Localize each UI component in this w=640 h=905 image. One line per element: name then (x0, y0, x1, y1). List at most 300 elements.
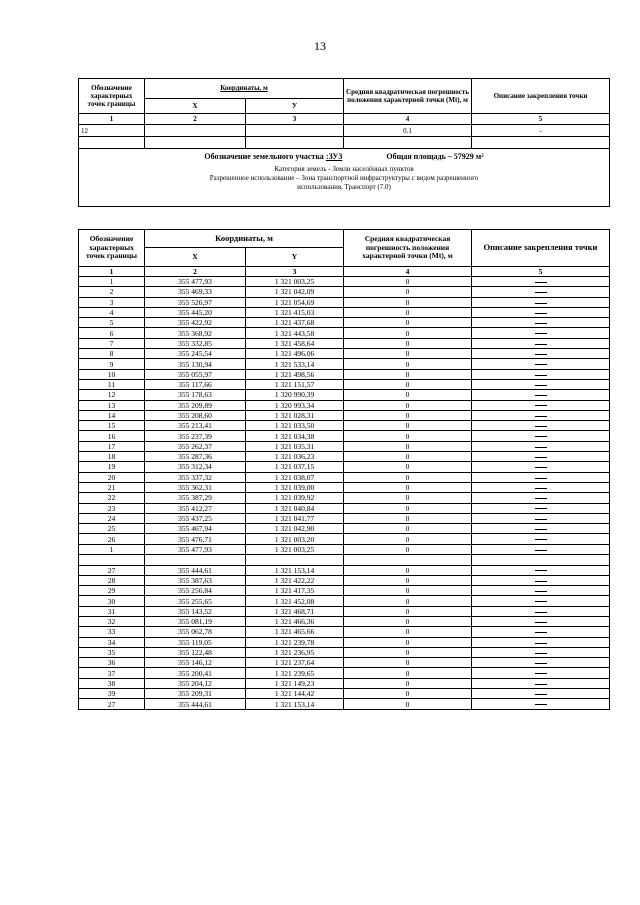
cell-y: 1 321 468,71 (246, 606, 344, 616)
cell-error: 0 (344, 544, 472, 554)
cell-y: 1 321 443,58 (246, 328, 344, 338)
table-row (79, 493, 610, 503)
cell-error: 0 (344, 400, 472, 410)
cell-y: 1 321 040,84 (246, 503, 344, 513)
cell-desc (472, 287, 610, 297)
cell-point: 24 (79, 513, 145, 523)
header-point: Обозначение характерных точек границы (79, 230, 145, 267)
cell-y: 1 321 153,14 (246, 565, 344, 575)
cell-error: 0 (344, 524, 472, 534)
cell-point: 16 (79, 431, 145, 441)
cell-desc (472, 617, 610, 627)
table-row (79, 668, 610, 678)
cell-desc (472, 513, 610, 523)
cell-point: 2 (79, 287, 145, 297)
col-number: 3 (246, 267, 344, 277)
cell-x: 355 143,52 (145, 606, 246, 616)
cell-point: 20 (79, 472, 145, 482)
cell-x: 355 062,78 (145, 627, 246, 637)
dash-mark (535, 673, 547, 674)
dash-mark (535, 426, 547, 427)
dash-mark (535, 364, 547, 365)
blank-cell (145, 555, 246, 566)
cell-point: 37 (79, 668, 145, 678)
cell-error: 0 (344, 421, 472, 431)
cell-x: 355 312,34 (145, 462, 246, 472)
header-error: Средняя квадратическая погрешность положения характерной точки (Mt), м (344, 79, 472, 114)
cell-x: 355 469,33 (145, 287, 246, 297)
col-number: 1 (79, 114, 145, 125)
cell-point: 3 (79, 297, 145, 307)
cell-error: 0 (344, 431, 472, 441)
col-number: 3 (246, 114, 344, 125)
cell-point: 35 (79, 647, 145, 657)
cell-error: 0 (344, 410, 472, 420)
cell-point: 21 (79, 482, 145, 492)
cell-desc (472, 637, 610, 647)
cell-desc (472, 359, 610, 369)
cell-error: 0 (344, 307, 472, 317)
dash-mark (535, 354, 547, 355)
cell-x: 355 204,12 (145, 678, 246, 688)
cell-y: 1 321 466,36 (246, 617, 344, 627)
blank-cell (145, 137, 246, 149)
blank-cell (472, 137, 610, 149)
cell-error: 0 (344, 503, 472, 513)
dash-mark (535, 694, 547, 695)
cell-y: 1 321 465,66 (246, 627, 344, 637)
cell-error: 0 (344, 617, 472, 627)
table-row (79, 617, 610, 627)
dash-mark (535, 498, 547, 499)
cell-error: 0 (344, 493, 472, 503)
cell-point: 33 (79, 627, 145, 637)
cell-error: 0 (344, 627, 472, 637)
dash-mark (535, 508, 547, 509)
dash-mark (535, 519, 547, 520)
header-x: Х (145, 99, 246, 114)
header-desc: Описание закрепления точки (472, 230, 610, 267)
cell-point: 15 (79, 421, 145, 431)
dash-mark (535, 529, 547, 530)
dash-mark (535, 344, 547, 345)
cell-desc (472, 678, 610, 688)
col-number: 5 (472, 267, 610, 277)
cell-point: 18 (79, 452, 145, 462)
cell-y: 1 321 042,09 (246, 287, 344, 297)
table-row (79, 534, 610, 544)
table-row (79, 379, 610, 389)
dash-mark (535, 704, 547, 705)
permitted-use-cont: использования, (297, 182, 343, 191)
table-row (79, 400, 610, 410)
cell-x: 355 387,29 (145, 493, 246, 503)
cell-x: 355 444,61 (145, 565, 246, 575)
cell-error: 0 (344, 318, 472, 328)
cell-y: 1 321 034,38 (246, 431, 344, 441)
cell-x: 355 477,93 (145, 277, 246, 287)
parcel-id: :ЗУ3 (325, 152, 343, 161)
cell-desc (472, 297, 610, 307)
cell-error: 0 (344, 606, 472, 616)
dash-mark (535, 478, 547, 479)
cell-error: 0 (344, 297, 472, 307)
cell-point: 30 (79, 596, 145, 606)
dash-mark (535, 581, 547, 582)
cell-desc (472, 647, 610, 657)
cell-y: 1 321 028,31 (246, 410, 344, 420)
cell-desc (472, 390, 610, 400)
cell-desc (472, 544, 610, 554)
header-x: X (145, 248, 246, 267)
table-row (79, 349, 610, 359)
cell-error: 0 (344, 586, 472, 596)
cell-y: 1 321 498,56 (246, 369, 344, 379)
cell-x: 355 368,92 (145, 328, 246, 338)
cell-y: 1 321 422,22 (246, 575, 344, 585)
cell-y: 1 321 237,64 (246, 658, 344, 668)
dash-mark (535, 653, 547, 654)
cell-x (145, 125, 246, 137)
cell-y: 1 321 003,25 (246, 544, 344, 554)
cell-point: 34 (79, 637, 145, 647)
cell-y: 1 321 041,77 (246, 513, 344, 523)
cell-point: 23 (79, 503, 145, 513)
table-row (79, 318, 610, 328)
cell-point: 22 (79, 493, 145, 503)
dash-mark (535, 405, 547, 406)
table-row (79, 431, 610, 441)
cell-desc (472, 318, 610, 328)
cell-error: 0 (344, 462, 472, 472)
cell-point: 1 (79, 277, 145, 287)
table-row (79, 307, 610, 317)
cell-x: 355 119,05 (145, 637, 246, 647)
cell-error: 0 (344, 689, 472, 699)
cell-error: 0 (344, 452, 472, 462)
cell-desc (472, 627, 610, 637)
col-number: 5 (472, 114, 610, 125)
cell-error: 0 (344, 441, 472, 451)
blank-cell (344, 555, 472, 566)
cell-desc: - (472, 125, 610, 137)
dash-mark (535, 282, 547, 283)
cell-y: 1 321 151,57 (246, 379, 344, 389)
cell-x: 355 256,84 (145, 586, 246, 596)
cell-x: 355 117,66 (145, 379, 246, 389)
dash-mark (535, 292, 547, 293)
cell-y: 1 321 003,20 (246, 534, 344, 544)
dash-mark (535, 663, 547, 664)
cell-y: 1 321 035,31 (246, 441, 344, 451)
cell-y: 1 321 038,07 (246, 472, 344, 482)
cell-x: 355 122,48 (145, 647, 246, 657)
cell-point: 4 (79, 307, 145, 317)
cell-desc (472, 400, 610, 410)
cell-error: 0.1 (344, 125, 472, 137)
dash-mark (535, 447, 547, 448)
dash-mark (535, 333, 547, 334)
parcel-label: Обозначение земельного участка (204, 152, 324, 161)
cell-point: 27 (79, 699, 145, 709)
table-row (79, 678, 610, 688)
cell-error: 0 (344, 596, 472, 606)
cell-error: 0 (344, 534, 472, 544)
cell-y: 1 321 033,50 (246, 421, 344, 431)
cell-error: 0 (344, 699, 472, 709)
cell-desc (472, 307, 610, 317)
cell-desc (472, 482, 610, 492)
dash-mark (535, 612, 547, 613)
cell-y: 1 321 037,15 (246, 462, 344, 472)
cell-error: 0 (344, 338, 472, 348)
table-row (79, 647, 610, 657)
cell-error: 0 (344, 678, 472, 688)
blank-cell (246, 555, 344, 566)
cell-point: 32 (79, 617, 145, 627)
cell-x: 355 208,60 (145, 410, 246, 420)
table-row (79, 513, 610, 523)
dash-mark (535, 416, 547, 417)
cell-x: 355 526,97 (145, 297, 246, 307)
cell-point: 27 (79, 565, 145, 575)
cell-point: 29 (79, 586, 145, 596)
blank-cell (472, 555, 610, 566)
cell-desc (472, 606, 610, 616)
table-row (79, 452, 610, 462)
header-coords: Координаты, м (145, 79, 344, 99)
table-row (79, 524, 610, 534)
table-row (79, 565, 610, 575)
cell-y: 1 321 039,92 (246, 493, 344, 503)
cell-error: 0 (344, 637, 472, 647)
cell-x: 355 445,20 (145, 307, 246, 317)
cell-error: 0 (344, 349, 472, 359)
table-row (79, 596, 610, 606)
cell-desc (472, 277, 610, 287)
parcel-info (79, 149, 610, 207)
cell-y: 1 321 036,23 (246, 452, 344, 462)
header-point: Обозначение характерных точек границы (79, 79, 145, 114)
blank-cell (79, 137, 145, 149)
dash-mark (535, 570, 547, 571)
table-row (79, 359, 610, 369)
cell-error: 0 (344, 277, 472, 287)
cell-error: 0 (344, 575, 472, 585)
table-row (79, 606, 610, 616)
cell-y: 1 321 149,23 (246, 678, 344, 688)
cell-x: 355 332,85 (145, 338, 246, 348)
cell-error: 0 (344, 647, 472, 657)
cell-y: 1 321 003,25 (246, 277, 344, 287)
separator-row (79, 555, 610, 566)
table-row (79, 462, 610, 472)
cell-y: 1 321 417,35 (246, 586, 344, 596)
cell-desc (472, 462, 610, 472)
dash-mark (535, 539, 547, 540)
cell-desc (472, 668, 610, 678)
table-row (79, 297, 610, 307)
cell-point: 17 (79, 441, 145, 451)
cell-y: 1 321 452,08 (246, 596, 344, 606)
table-row (79, 482, 610, 492)
cell-error: 0 (344, 359, 472, 369)
cell-x: 355 146,12 (145, 658, 246, 668)
cell-point: 12 (79, 125, 145, 137)
cell-desc (472, 699, 610, 709)
dash-mark (535, 457, 547, 458)
table-row (79, 699, 610, 709)
cell-point: 10 (79, 369, 145, 379)
cell-y: 1 321 239,65 (246, 668, 344, 678)
cell-point: 28 (79, 575, 145, 585)
permitted-use: Разрешенное использование – Зона транспортной инфраструктуры с видом разрешенного (209, 173, 479, 182)
cell-point: 1 (79, 544, 145, 554)
cell-point: 8 (79, 349, 145, 359)
cell-x: 355 055,97 (145, 369, 246, 379)
cell-desc (472, 421, 610, 431)
table-row (79, 637, 610, 647)
cell-point: 11 (79, 379, 145, 389)
cell-desc (472, 575, 610, 585)
cell-x: 355 262,37 (145, 441, 246, 451)
dash-mark (535, 632, 547, 633)
cell-error: 0 (344, 513, 472, 523)
header-coords: Координаты, м (145, 230, 344, 248)
header-desc: Описание закрепления точки (472, 79, 610, 114)
cell-desc (472, 328, 610, 338)
cell-error: 0 (344, 287, 472, 297)
cell-point: 12 (79, 390, 145, 400)
header-error: Средняя квадратическая погрешность положения характерной точки (Mt), м (344, 230, 472, 267)
cell-point: 13 (79, 400, 145, 410)
table-row (79, 586, 610, 596)
cell-x: 355 178,63 (145, 390, 246, 400)
cell-y: 1 321 054,69 (246, 297, 344, 307)
dash-mark (535, 375, 547, 376)
cell-x: 355 255,65 (145, 596, 246, 606)
cell-y (246, 125, 344, 137)
cell-x: 355 362,31 (145, 482, 246, 492)
page-number: 13 (314, 39, 326, 53)
cell-desc (472, 379, 610, 389)
coordinates-table (78, 229, 610, 710)
cell-desc (472, 349, 610, 359)
col-number: 2 (145, 114, 246, 125)
cell-x: 355 209,31 (145, 689, 246, 699)
cell-error: 0 (344, 328, 472, 338)
cell-point: 25 (79, 524, 145, 534)
cell-x: 355 287,36 (145, 452, 246, 462)
table-row (79, 627, 610, 637)
cell-desc (472, 524, 610, 534)
table-row (79, 369, 610, 379)
cell-x: 355 200,41 (145, 668, 246, 678)
cell-error: 0 (344, 472, 472, 482)
col-number: 1 (79, 267, 145, 277)
dash-mark (535, 591, 547, 592)
dash-mark (535, 313, 547, 314)
cell-y: 1 321 039,00 (246, 482, 344, 492)
table-row (79, 410, 610, 420)
cell-x: 355 477,93 (145, 544, 246, 554)
cell-desc (472, 410, 610, 420)
cell-x: 355 213,41 (145, 421, 246, 431)
dash-mark (535, 488, 547, 489)
table-row (79, 689, 610, 699)
cell-desc (472, 658, 610, 668)
table-row (79, 277, 610, 287)
col-number: 2 (145, 267, 246, 277)
dash-mark (535, 622, 547, 623)
cell-y: 1 321 533,14 (246, 359, 344, 369)
table-row (79, 287, 610, 297)
cell-y: 1 320 990,39 (246, 390, 344, 400)
blank-cell (79, 555, 145, 566)
cell-y: 1 321 236,95 (246, 647, 344, 657)
cell-x: 355 337,32 (145, 472, 246, 482)
cell-point: 6 (79, 328, 145, 338)
cell-desc (472, 369, 610, 379)
cell-desc (472, 493, 610, 503)
table-row (79, 575, 610, 585)
cell-point: 36 (79, 658, 145, 668)
blank-cell (344, 137, 472, 149)
cell-y: 1 321 458,64 (246, 338, 344, 348)
cell-y: 1 321 153,14 (246, 699, 344, 709)
blank-cell (246, 137, 344, 149)
header-y: Y (246, 248, 344, 267)
cell-desc (472, 338, 610, 348)
cell-point: 19 (79, 462, 145, 472)
cell-error: 0 (344, 658, 472, 668)
cell-x: 355 422,92 (145, 318, 246, 328)
cell-error: 0 (344, 369, 472, 379)
cell-x: 355 130,94 (145, 359, 246, 369)
permitted-use-type: Транспорт (7.0) (344, 182, 391, 191)
col-number: 4 (344, 267, 472, 277)
cell-x: 355 476,71 (145, 534, 246, 544)
cell-x: 355 209,89 (145, 400, 246, 410)
cell-error: 0 (344, 668, 472, 678)
cell-desc (472, 534, 610, 544)
cell-x: 355 412,27 (145, 503, 246, 513)
cell-x: 355 444,61 (145, 699, 246, 709)
cell-point: 7 (79, 338, 145, 348)
table-row (79, 338, 610, 348)
table-row (79, 441, 610, 451)
cell-point: 39 (79, 689, 145, 699)
cell-point: 26 (79, 534, 145, 544)
cell-point: 38 (79, 678, 145, 688)
cell-x: 355 437,25 (145, 513, 246, 523)
cell-error: 0 (344, 565, 472, 575)
table-row (79, 503, 610, 513)
cell-x: 355 081,19 (145, 617, 246, 627)
land-category: Категория земель - Земли населённых пунктов (274, 165, 414, 173)
cell-point: 31 (79, 606, 145, 616)
cell-desc (472, 689, 610, 699)
cell-desc (472, 586, 610, 596)
dash-mark (535, 303, 547, 304)
cell-error: 0 (344, 379, 472, 389)
cell-y: 1 321 144,42 (246, 689, 344, 699)
cell-x: 355 245,54 (145, 349, 246, 359)
cell-desc (472, 452, 610, 462)
col-number: 4 (344, 114, 472, 125)
dash-mark (535, 395, 547, 396)
header-y: У (246, 99, 344, 114)
